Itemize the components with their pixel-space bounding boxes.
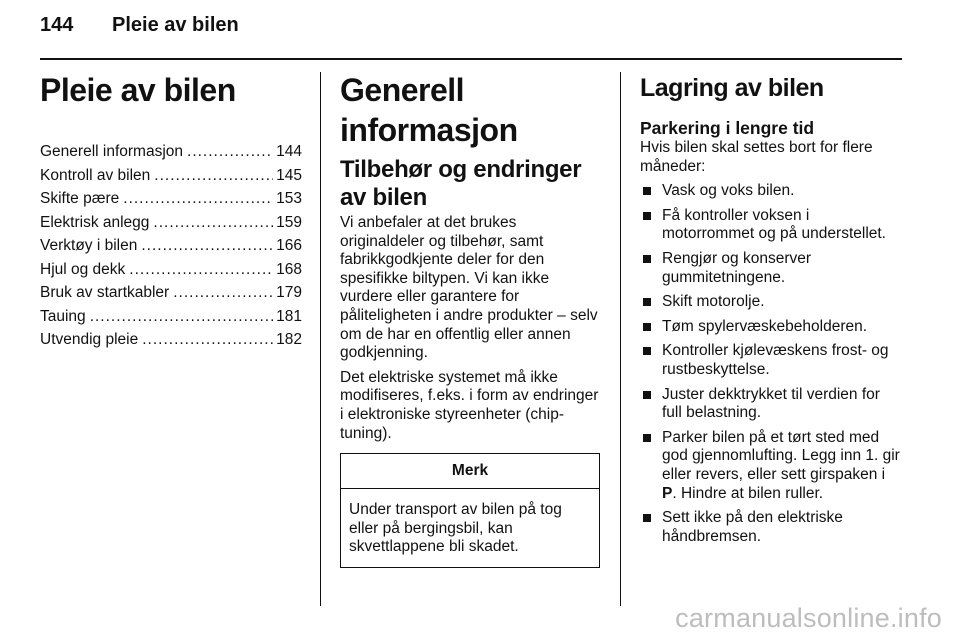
list-item [640,293,902,312]
list-item [640,207,902,244]
bullet-square-icon [643,323,651,331]
toc-leader [153,211,273,235]
watermark: carmanualsonline.info [675,603,942,633]
toc-entry-page: 145 [276,166,302,184]
toc-entry-title: Generell informasjon [40,143,184,160]
toc-entry[interactable] [40,258,302,282]
column-divider-1 [320,72,321,606]
list-item [640,386,902,423]
note-title: Merk [341,454,599,489]
list-item [640,509,902,546]
toc-entry-title: Kontroll av bilen [40,166,151,184]
paragraph-electrical: Det elektriske systemet må ikke modifiseres, f.eks. i form av endringer i elektroniske styreenheter (chip-tuning). [340,368,599,442]
list-item-text: Sett ikke på den elektriske håndbremsen. [662,509,843,545]
toc-entry[interactable] [40,305,302,329]
general-info-column [340,70,602,568]
subsection-title-parking: Parkering i lengre tid [640,118,815,138]
header-rule [40,58,902,60]
list-item-text: Vask og voks bilen. [662,182,795,200]
toc-entry-page: 168 [276,260,302,278]
toc-entry-title: Hjul og dekk [40,260,126,278]
bullet-square-icon [643,347,651,355]
bullet-square-icon [643,298,651,306]
column-divider-2 [620,72,621,606]
bullet-square-icon [643,391,651,399]
list-item [640,250,902,287]
toc-entry-title: Verktøy i bilen [40,237,138,254]
storage-checklist [640,182,902,546]
chapter-title: Pleie av bilen [40,72,236,108]
toc-entry[interactable] [40,187,302,211]
toc-entry[interactable] [40,164,302,188]
list-item-text: . Hindre at bilen ruller. [672,484,824,502]
section-title-storage: Lagring av bilen [640,74,824,102]
toc-leader [90,305,273,329]
toc-entry[interactable] [40,211,302,235]
toc-column [40,70,302,352]
bullet-square-icon [643,212,651,220]
toc-leader [123,187,273,211]
toc-entry-page: 153 [276,190,302,207]
page-number: 144 [40,14,74,36]
note-body: Under transport av bilen på tog eller på bergingsbil, kan skvettlappene bli skadet. [349,501,562,556]
running-title: Pleie av bilen [112,14,239,36]
toc-entry-page: 159 [276,213,302,231]
list-item-text: Juster dekktrykket til verdien for full belastning. [662,385,880,422]
list-item [640,342,902,379]
list-item [640,182,902,201]
page-header [40,14,239,37]
list-item-text: Kontroller kjølevæskens frost- og rustbeskyttelse. [662,342,889,378]
toc-entry-page: 166 [276,237,302,254]
list-item [640,318,902,337]
toc-entry-title: Bruk av startkabler [40,284,170,301]
toc-entry[interactable] [40,234,302,258]
paragraph-intro: Hvis bilen skal settes bort for flere måneder: [640,139,873,175]
paragraph-accessories: Vi anbefaler at det brukes originaldeler og tilbehør, samt fabrikkgodkjente deler for den spesifikke biltypen. Vi kan ikke vurdere eller garantere for påliteligheten i andre produkter – selv om de har en offentlig eller annen godkjenning. [340,214,598,362]
toc-entry[interactable] [40,281,302,305]
table-of-contents [40,140,302,352]
section-title-general: Generell informasjon [340,72,518,148]
list-item-text: Skift motorolje. [662,293,765,311]
toc-entry-title: Skifte pære [40,190,120,207]
toc-entry-page: 179 [276,284,302,301]
subsection-title-accessories: Tilbehør og endringer av bilen [340,156,582,211]
toc-entry-page: 182 [276,331,302,348]
list-item-text: Tøm spylervæskebeholderen. [662,317,868,335]
gear-position-label: P [662,484,673,502]
toc-leader [173,281,273,305]
list-item-text: Få kontroller voksen i motorrommet og på understellet. [662,206,886,243]
toc-leader [187,140,273,164]
toc-entry-title: Elektrisk anlegg [40,213,150,231]
bullet-square-icon [643,514,651,522]
toc-leader [129,258,273,282]
note-box [340,453,600,568]
list-item [640,429,902,503]
toc-leader [141,234,273,258]
toc-entry[interactable] [40,140,302,164]
toc-entry-title: Tauing [40,307,86,325]
bullet-square-icon [643,187,651,195]
toc-leader [154,164,273,188]
list-item-text: Rengjør og konserver gummitetningene. [662,249,812,286]
storage-column [640,70,902,552]
toc-entry-page: 144 [276,143,302,160]
toc-leader [142,328,273,352]
bullet-square-icon [643,255,651,263]
toc-entry-title: Utvendig pleie [40,331,139,348]
list-item-text: Parker bilen på et tørt sted med god gjennomlufting. Legg inn 1. gir eller revers, eller sett girspaken i [662,428,900,483]
toc-entry-page: 181 [276,307,302,325]
bullet-square-icon [643,434,651,442]
toc-entry[interactable] [40,328,302,352]
